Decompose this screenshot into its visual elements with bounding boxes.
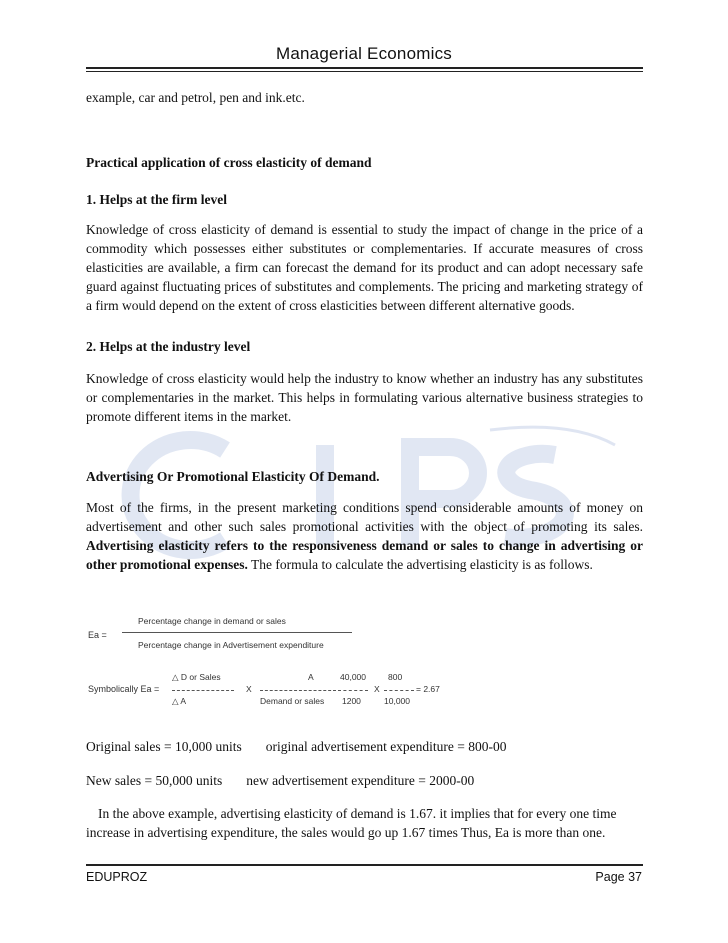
- advertising-elasticity-formula: [86, 612, 466, 712]
- section-heading-cross-elasticity: Practical application of cross elasticity of demand: [86, 155, 372, 170]
- paragraph-firm-level: Knowledge of cross elasticity of demand is essential to study the impact of change in the price of a commodity which possesses either substitutes or complementaries. If accurate measures of cross elasticities are available, a firm can forecast the demand for its product and can adopt necessary safe guard against fluctuating prices of substitutes and complements. The pricing and marketing strategy of a firm would depend on the extent of cross elasticities between different alternative goods.: [86, 222, 643, 313]
- formula-denominator: Percentage change in Advertisement expenditure: [138, 640, 324, 650]
- formula-40000: 40,000: [340, 672, 366, 682]
- section-heading-advertising-elasticity: Advertising Or Promotional Elasticity Of Demand.: [86, 469, 380, 484]
- subheading-industry-level: 2. Helps at the industry level: [86, 339, 251, 354]
- formula-a: A: [308, 672, 314, 682]
- formula-800: 800: [388, 672, 403, 682]
- page-header-title: Managerial Economics: [276, 44, 452, 63]
- example-original-sales: Original sales = 10,000 units: [86, 739, 242, 754]
- example-new-advertisement: new advertisement expenditure = 2000-00: [246, 773, 475, 788]
- header-divider-thin: [86, 71, 643, 72]
- formula-numerator: Percentage change in demand or sales: [138, 616, 286, 626]
- formula-demand-or-sales: Demand or sales: [260, 696, 325, 706]
- formula-bar-1: [172, 690, 234, 691]
- page-number: Page 37: [595, 870, 642, 884]
- subheading-firm-level: 1. Helps at the firm level: [86, 192, 227, 207]
- formula-multiply-1: X: [246, 684, 252, 694]
- example-new-sales: New sales = 50,000 units: [86, 773, 223, 788]
- formula-bar-4: [384, 690, 414, 691]
- formula-bar-2: [260, 690, 336, 691]
- paragraph-advertising-elasticity: [86, 498, 643, 574]
- paragraph-advertising-end: The formula to calculate the advertising elasticity is as follows.: [247, 557, 593, 572]
- header-divider: [86, 67, 643, 69]
- formula-symbolic-label: Symbolically Ea =: [88, 684, 160, 694]
- paragraph-industry-level: Knowledge of cross elasticity would help the industry to know whether an industry has any substitutes or complementaries in the market. This helps in formulating various alternative business strategies to promote different items in the market.: [86, 371, 643, 424]
- intro-line: example, car and petrol, pen and ink.etc.: [86, 90, 305, 105]
- formula-1200: 1200: [342, 696, 361, 706]
- formula-ea-label: Ea =: [88, 630, 107, 640]
- formula-result: = 2.67: [416, 684, 440, 694]
- formula-delta-a: △ A: [172, 696, 187, 706]
- example-new-line: [86, 771, 643, 790]
- paragraph-advertising-start: Most of the firms, in the present marketing conditions spend considerable amounts of money on advertisement and other such sales promotional activities with the object of promoting its sales.: [86, 500, 643, 534]
- example-original-line: [86, 737, 643, 756]
- example-original-advertisement: original advertisement expenditure = 800-00: [265, 739, 507, 754]
- formula-bar-3: [338, 690, 368, 691]
- advertising-elasticity-definition: Advertising elasticity refers to the responsiveness demand or sales to change in advertising or other promotional expenses.: [86, 538, 643, 572]
- formula-multiply-2: X: [374, 684, 380, 694]
- footer-publisher: EDUPROZ: [86, 870, 148, 884]
- example-conclusion: In the above example, advertising elasticity of demand is 1.67. it implies that for every one time increase in advertising expenditure, the sales would go up 1.67 times Thus, Ea is more than one.: [86, 806, 617, 840]
- formula-10000: 10,000: [384, 696, 410, 706]
- formula-fraction-bar: [122, 632, 352, 633]
- footer-divider: [86, 864, 643, 866]
- formula-delta-d-sales: △ D or Sales: [172, 672, 221, 682]
